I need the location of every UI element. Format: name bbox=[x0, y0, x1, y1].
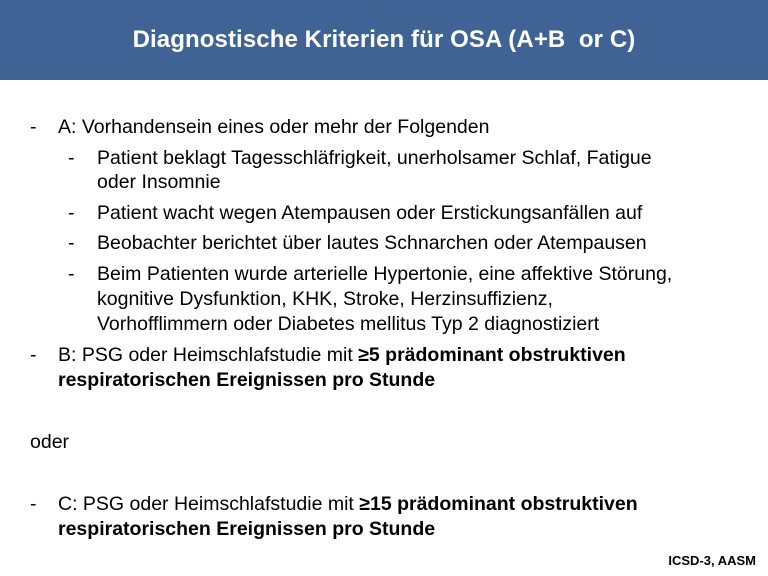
criterion-a: A: Vorhandensein eines oder mehr der Folgenden bbox=[58, 116, 490, 138]
criterion-c-threshold: ≥15 prädominant obstruktiven bbox=[359, 493, 638, 515]
criterion-a-item-1-line-1: Patient beklagt Tagesschläfrigkeit, unerholsamer Schlaf, Fatigue bbox=[97, 147, 652, 169]
bullet-dash: - bbox=[30, 116, 37, 138]
criterion-a-item-2-line-1: Patient wacht wegen Atempausen oder Erstickungsanfällen auf bbox=[97, 202, 643, 224]
criterion-a-item-4-line-3: Vorhofflimmern oder Diabetes mellitus Typ 2 diagnostiziert bbox=[97, 313, 600, 335]
criterion-b-line-2: respiratorischen Ereignissen pro Stunde bbox=[58, 369, 436, 391]
source-citation: ICSD-3, AASM bbox=[668, 553, 756, 568]
criterion-b-threshold: ≥5 prädominant obstruktiven bbox=[358, 344, 626, 366]
sub-bullet-dash: - bbox=[68, 147, 75, 169]
criterion-a-item-4-line-1: Beim Patienten wurde arterielle Hypertonie, eine affektive Störung, bbox=[97, 263, 673, 285]
bullet-dash: - bbox=[30, 493, 37, 515]
criterion-c-prefix: C: PSG oder Heimschlafstudie mit bbox=[58, 493, 360, 515]
criterion-a-item-3-line-1: Beobachter berichtet über lautes Schnarchen oder Atempausen bbox=[97, 232, 647, 254]
sub-bullet-dash: - bbox=[68, 263, 75, 285]
sub-bullet-dash: - bbox=[68, 232, 75, 254]
bullet-dash: - bbox=[30, 344, 37, 366]
criterion-a-item-1-line-2: oder Insomnie bbox=[97, 171, 221, 193]
criterion-a-item-4-line-2: kognitive Dysfunktion, KHK, Stroke, Herzinsuffizienz, bbox=[97, 288, 553, 310]
criterion-b-line-1 bbox=[58, 343, 626, 367]
slide-title: Diagnostische Kriterien für OSA (A+B or C) bbox=[132, 26, 636, 53]
criterion-c-line-2: respiratorischen Ereignissen pro Stunde bbox=[58, 518, 436, 540]
connector-oder: oder bbox=[30, 431, 70, 453]
criterion-b-prefix: B: PSG oder Heimschlafstudie mit bbox=[58, 344, 359, 366]
sub-bullet-dash: - bbox=[68, 202, 75, 224]
criterion-c-line-1 bbox=[58, 492, 638, 516]
